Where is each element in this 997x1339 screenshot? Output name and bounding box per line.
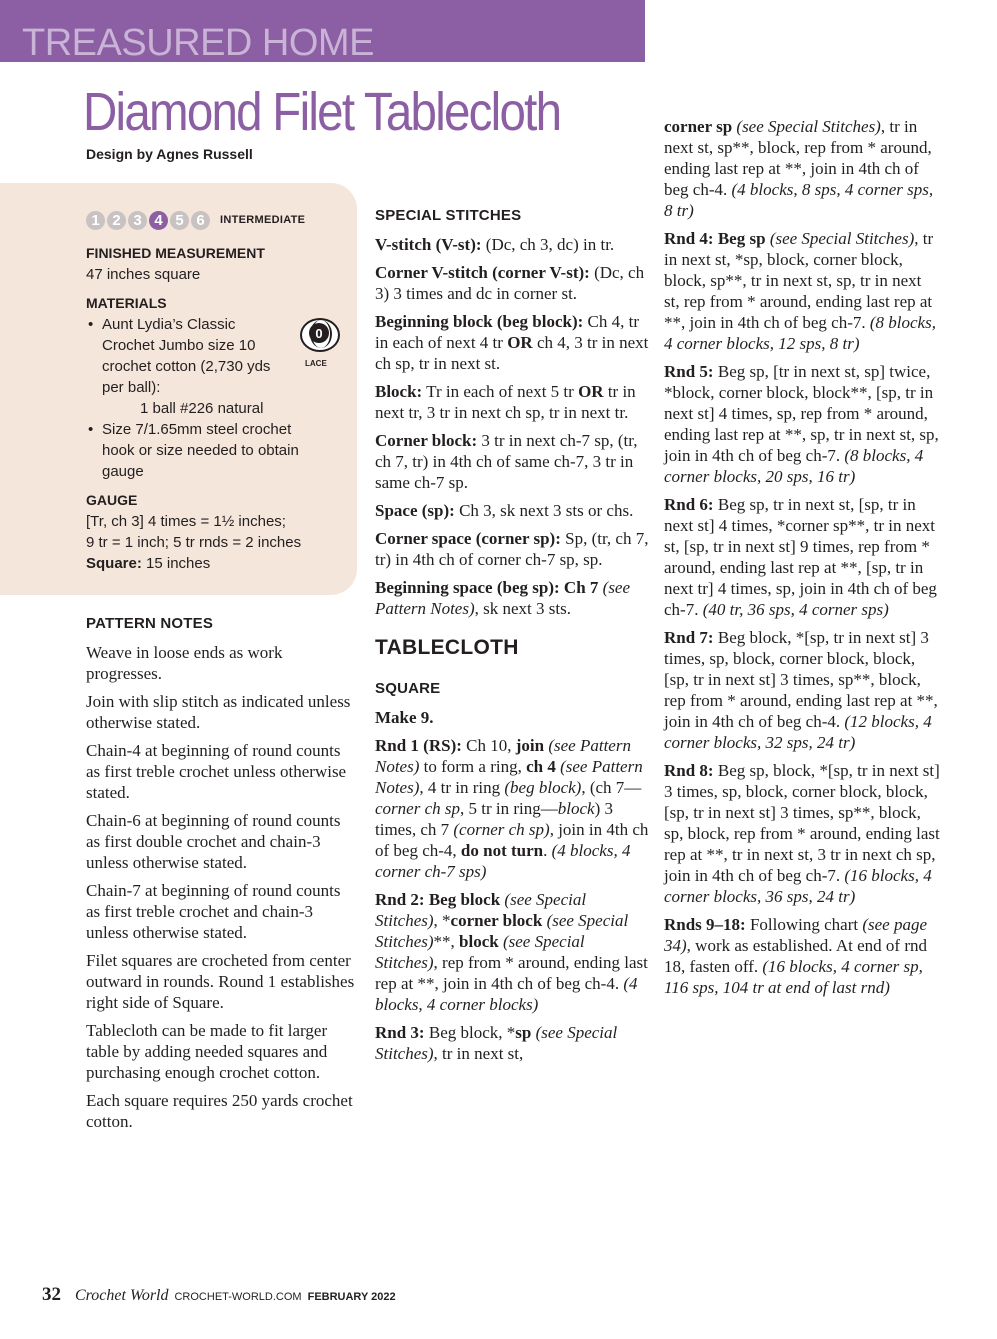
skill-level-3: 3 [128, 211, 147, 230]
stitch-text: (Dc, ch 3, dc) in tr. [481, 235, 615, 254]
r-italic: corner ch sp [375, 799, 460, 818]
stitch-definition [375, 262, 650, 304]
round-label: Rnd 1 (RS): [375, 736, 462, 755]
stitch-text: , sk next 3 sts. [474, 599, 571, 618]
stitch-or: OR [507, 333, 533, 352]
special-stitches-heading: SPECIAL STITCHES [375, 207, 522, 224]
rounds-9-18 [664, 914, 940, 998]
stitch-definition [375, 234, 650, 255]
pattern-note: Weave in loose ends as work progresses. [86, 643, 283, 683]
r-bold: join [515, 736, 545, 755]
round-label: Rnd 6: [664, 495, 714, 514]
r-italic: (see Pattern Notes) [375, 757, 643, 797]
r-italic: (see Special Stitches) [765, 229, 915, 248]
r-italic: (4 blocks, 4 corner ch-7 sps) [375, 841, 631, 881]
round-3-cont [664, 116, 940, 221]
stitch-name: V-stitch (V-st): [375, 235, 482, 254]
special-stitches-column [375, 205, 650, 1071]
materials-line: • Aunt Lydia’s Classic [102, 316, 236, 333]
info-box [0, 183, 357, 595]
yarn-weight-number: 0 [309, 323, 329, 343]
r-text: , tr in next st, sp**, block, rep from * around, ending last rep at **, join in 4th ch of beg ch-4. [664, 117, 932, 199]
r-text: **, [433, 932, 460, 951]
r-italic: (beg block) [504, 778, 582, 797]
stitch-definition [375, 430, 650, 493]
r-text: Beg block, *[sp, tr in next st] 3 times, sp, block, corner block, block, [sp, tr in next st] 3 times, sp**, block, rep from * around, ending last rep at **, join in 4th ch of beg ch-4. [664, 628, 938, 731]
r-italic: block [557, 799, 595, 818]
pattern-notes-heading: PATTERN NOTES [86, 615, 214, 632]
stitch-text: Tr in each of next 5 tr [422, 382, 579, 401]
pattern-note: Chain-7 at beginning of round counts as first treble crochet and chain-3 unless otherwise stated. [86, 881, 341, 942]
r-italic: (see Special Stitches) [375, 1023, 618, 1063]
r-italic: (corner ch sp) [453, 820, 550, 839]
stitch-text: ch 4, 3 tr in next ch sp, tr in next st. [375, 333, 649, 373]
stitch-definition [375, 381, 650, 423]
stitch-name: Corner block: [375, 431, 478, 450]
pattern-note: Chain-6 at beginning of round counts as first double crochet and chain-3 unless otherwise stated. [86, 811, 341, 872]
r-text: , rep from * around, ending last rep at **, join in 4th ch of beg ch-4. [375, 953, 648, 993]
round-label: Rnd 7: [664, 628, 714, 647]
square-heading: SQUARE [375, 680, 441, 697]
r-italic: (see Pattern Notes) [375, 736, 631, 776]
pattern-note: Tablecloth can be made to fit larger table by adding needed squares and purchasing enough crochet cotton. [86, 1021, 328, 1082]
r-italic: (see Special Stitches) [732, 117, 881, 136]
r-text: Following chart [745, 915, 863, 934]
r-bold: ch 4 [526, 757, 556, 776]
materials-item-hook [86, 419, 344, 482]
round-1 [375, 735, 650, 882]
pattern-notes-column [86, 613, 358, 1139]
materials-line: 1 ball #226 natural [140, 400, 264, 417]
stitch-text: tr in next tr, 3 tr in next ch sp, tr in next tr. [375, 382, 636, 422]
round-label: Rnd 3: [375, 1023, 425, 1042]
r-text: , join in 4th ch of beg ch-4, [375, 820, 649, 860]
materials-line: per ball): [102, 379, 161, 396]
stitch-name: Beginning space (beg sp): [375, 578, 560, 597]
r-text: , tr in next st, *sp, block, corner block, block, sp**, tr in next st, sp, tr in next st, rep from * around, ending last rep at **, join in 4th ch of beg ch-7. [664, 229, 934, 332]
r-text: Beg block, * [424, 1023, 516, 1042]
materials-line: Crochet Jumbo size 10 [102, 337, 256, 354]
byline [86, 146, 253, 162]
materials-heading: MATERIALS [86, 295, 167, 311]
r-italic: (16 blocks, 4 corner sp, 116 sps, 104 tr at end of last rnd) [664, 957, 923, 997]
stitch-definition [375, 528, 650, 570]
r-text: . [543, 841, 552, 860]
gauge-square [86, 553, 344, 574]
stitch-name: Space (sp): [375, 501, 455, 520]
round-label: Rnd 2: Beg block [375, 890, 501, 909]
stitch-or: OR [578, 382, 604, 401]
finished-heading: FINISHED MEASUREMENT [86, 245, 265, 261]
skill-level-1: 1 [86, 211, 105, 230]
stitch-text: Ch 4, tr in each of next 4 tr [375, 312, 640, 352]
designer-name: Agnes Russell [156, 146, 253, 162]
r-text: , work as established. At end of rnd 18, fasten off. [664, 936, 927, 976]
r-text: , 4 tr in ring [419, 778, 505, 797]
r-italic: (16 blocks, 4 corner blocks, 36 sps, 24 tr) [664, 866, 932, 906]
r-italic: (see Special Stitches) [375, 932, 585, 972]
stitch-text: 3 tr in next ch-7 sp, (tr, ch 7, tr) in 4th ch of same ch-7, 3 tr in same ch-7 sp. [375, 431, 638, 492]
gauge-heading: GAUGE [86, 492, 138, 508]
r-italic: (4 blocks, 4 corner blocks) [375, 974, 638, 1014]
gauge-line: 9 tr = 1 inch; 5 tr rnds = 2 inches [86, 534, 302, 551]
r-italic: (4 blocks, 8 sps, 4 corner sps, 8 tr) [664, 180, 934, 220]
stitch-definition [375, 500, 650, 521]
tablecloth-heading: TABLECLOTH [375, 636, 519, 659]
lace-weight-yarn-icon [296, 318, 342, 368]
round-label: Rnds 9–18: [664, 915, 746, 934]
r-italic: (see Special Stitches) [375, 911, 629, 951]
stitch-text: Sp, (tr, ch 7, tr) in 4th ch of corner ch-7 sp, sp. [375, 529, 649, 569]
round-8 [664, 760, 940, 907]
r-text: , 5 tr in ring— [459, 799, 558, 818]
rounds-column [664, 116, 940, 1005]
r-text: Beg sp, block, *[sp, tr in next st] 3 times, sp, block, corner block, block, [sp, tr in next st] 3 times, sp**, block, sp, block, rep from * around, ending last rep at **, tr in next st, 3 tr in next ch sp, join in 4th ch of beg ch-7. [664, 761, 940, 885]
gauge-line: [Tr, ch 3] 4 times = 1½ inches; [86, 513, 286, 530]
r-italic: (8 blocks, 4 corner blocks, 20 sps, 16 tr) [664, 446, 924, 486]
r-bold: corner block [450, 911, 543, 930]
round-3 [375, 1022, 650, 1064]
round-label: Rnd 5: [664, 362, 714, 381]
r-bold: corner sp [664, 117, 733, 136]
page-title: Diamond Filet Tablecloth [83, 82, 561, 142]
page-footer [42, 1284, 396, 1306]
skill-level-2: 2 [107, 211, 126, 230]
gauge-square-value: 15 inches [141, 555, 211, 572]
skill-level-4-active: 4 [149, 211, 168, 230]
materials-line: • Size 7/1.65mm steel crochet [102, 421, 292, 438]
round-label: Rnd 4: Beg sp [664, 229, 766, 248]
round-2 [375, 889, 650, 1015]
r-text: , (ch 7— [581, 778, 642, 797]
stitch-name: Corner V-stitch (corner V-st): [375, 263, 590, 282]
pattern-note: Each square requires 250 yards crochet cotton. [86, 1091, 353, 1131]
r-bold: do not turn [460, 841, 544, 860]
r-italic: (see page 34) [664, 915, 928, 955]
pattern-note: Chain-4 at beginning of round counts as first treble crochet unless otherwise stated. [86, 741, 347, 802]
materials-line: gauge [102, 463, 144, 480]
magazine-site: CROCHET-WORLD.COM [174, 1291, 302, 1303]
round-label: Rnd 8: [664, 761, 714, 780]
make-count [375, 707, 650, 728]
r-text: Beg sp, tr in next st, [sp, tr in next st] 4 times, *corner sp**, tr in next st, [sp, tr in next st] 9 times, rep from * around, ending last rep at **, [sp, tr in next tr] 4 times, sp, join in 4th ch of beg ch-7. [664, 495, 937, 619]
page-number: 32 [42, 1284, 61, 1305]
stitch-name: Block: [375, 382, 423, 401]
stitch-bold: Ch 7 [563, 578, 599, 597]
stitch-name: Corner space (corner sp): [375, 529, 561, 548]
pattern-note: Join with slip stitch as indicated unless otherwise stated. [86, 692, 351, 732]
section-label: TREASURED HOME [22, 22, 374, 64]
make-text: Make 9. [375, 708, 434, 727]
pattern-note: Filet squares are crocheted from center outward in rounds. Round 1 establishes right side of Square. [86, 951, 355, 1012]
r-italic: (8 blocks, 4 corner blocks, 12 sps, 8 tr) [664, 313, 936, 353]
stitch-definition [375, 311, 650, 374]
r-italic: (40 tr, 36 sps, 4 corner sps) [702, 600, 889, 619]
skill-level-label: INTERMEDIATE [220, 213, 306, 226]
skill-level-5: 5 [170, 211, 189, 230]
section-banner [0, 0, 645, 62]
r-text: to form a ring, [419, 757, 527, 776]
stitch-text: Ch 3, sk next 3 sts or chs. [454, 501, 634, 520]
r-italic: (see Special Stitches) [375, 890, 587, 930]
round-6 [664, 494, 940, 620]
round-5 [664, 361, 940, 487]
issue-date: FEBRUARY 2022 [307, 1291, 396, 1303]
stitch-name: Beginning block (beg block): [375, 312, 584, 331]
stitch-text: (Dc, ch 3) 3 times and dc in corner st. [375, 263, 645, 303]
materials-line: hook or size needed to obtain [102, 442, 299, 459]
finished-text: 47 inches square [86, 266, 201, 283]
r-text: ) 3 times, ch 7 [375, 799, 613, 839]
r-bold: block [459, 932, 499, 951]
r-text: Ch 10, [461, 736, 516, 755]
stitch-italic: (see Pattern Notes) [375, 578, 631, 618]
r-bold: sp [515, 1023, 532, 1042]
round-4 [664, 228, 940, 354]
byline-prefix: Design by [86, 146, 153, 162]
skill-level-6: 6 [191, 211, 210, 230]
gauge-square-label: Square: [86, 555, 142, 572]
skill-level [86, 205, 344, 235]
yarn-weight-label: LACE [305, 359, 327, 368]
r-text: , * [433, 911, 451, 930]
materials-line: crochet cotton (2,730 yds [102, 358, 271, 375]
r-text: , tr in next st, [433, 1044, 524, 1063]
r-italic: (12 blocks, 4 corner blocks, 32 sps, 24 tr) [664, 712, 932, 752]
r-text: Beg sp, [tr in next st, sp] twice, *block, corner block, block**, [sp, tr in next st] 4 times, sp, rep from * around, ending last rep at **, sp, tr in next st, sp, join in 4th ch of beg ch-7. [664, 362, 939, 465]
stitch-definition [375, 577, 650, 619]
round-7 [664, 627, 940, 753]
magazine-name: Crochet World [75, 1287, 169, 1304]
